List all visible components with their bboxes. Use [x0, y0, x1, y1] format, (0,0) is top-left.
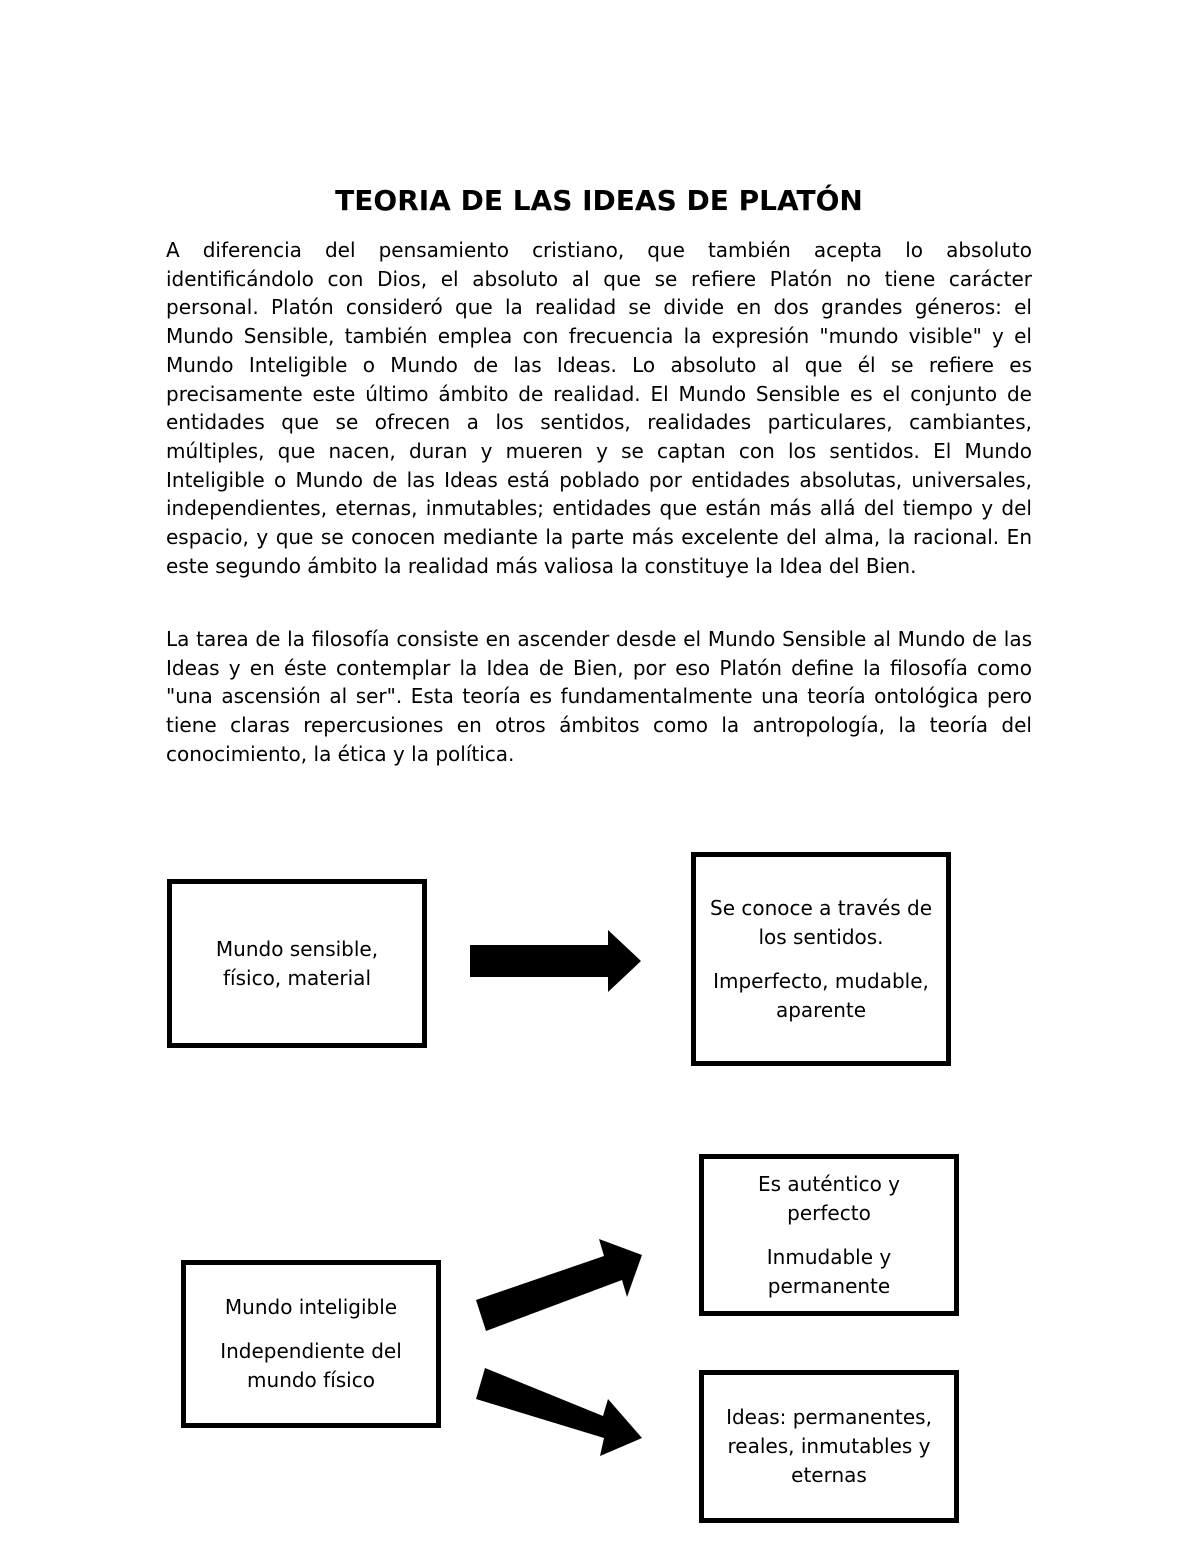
box-mundo-inteligible-line-1: Mundo inteligible: [224, 1295, 398, 1319]
box-conoce-sentidos-line-2: Imperfecto, mudable, aparente: [713, 968, 929, 1022]
box-autentico-perfecto: [699, 1154, 959, 1316]
box-mundo-inteligible: [181, 1260, 441, 1428]
box-conoce-sentidos: [691, 852, 951, 1066]
box-autentico-line-2: Inmudable y permanente: [766, 1244, 892, 1298]
paragraph-intro: A diferencia del pensamiento cristiano, que también acepta lo absoluto identificándolo con Dios, el absoluto al que se refiere Platón no tiene carácter personal. Platón consideró que la realidad se divide en dos grandes géneros: el Mundo Sensible, también emplea con frecuencia la expresión "mundo visible" y el Mundo Inteligible o Mundo de las Ideas. Lo absoluto al que él se refiere es precisamente este último ámbito de realidad. El Mundo Sensible es el conjunto de entidades que se ofrecen a los sentidos, realidades particulares, cambiantes, múltiples, que nacen, duran y mueren y se captan con los sentidos. El Mundo Inteligible o Mundo de las Ideas está poblado por entidades absolutas, universales, independientes, eternas, inmutables; entidades que están más allá del tiempo y del espacio, y que se conocen mediante la parte más excelente del alma, la racional. En este segundo ámbito la realidad más valiosa la constituye la Idea del Bien.: [166, 238, 1032, 578]
arrow-sensible-to-sentidos: [470, 930, 641, 992]
box-ideas-permanentes: [699, 1370, 959, 1523]
box-mundo-sensible-text: Mundo sensible, físico, material: [215, 936, 379, 990]
paragraph-philosophy-task: La tarea de la filosofía consiste en ascender desde el Mundo Sensible al Mundo de las Ideas y en éste contemplar la Idea de Bien, por eso Platón define la filosofía como "una ascensión al ser". Esta teoría es fundamentalmente una teoría ontológica pero tiene claras repercusiones en otros ámbitos como la antropología, la teoría del conocimiento, la ética y la política.: [166, 627, 1032, 766]
box-autentico-line-1: Es auténtico y perfecto: [758, 1171, 900, 1225]
arrow-inteligible-to-ideas: [476, 1368, 642, 1456]
box-ideas-text: Ideas: permanentes, reales, inmutables y eternas: [726, 1405, 932, 1487]
box-mundo-inteligible-line-2: Independiente del mundo físico: [220, 1339, 402, 1392]
box-mundo-sensible: [167, 879, 427, 1048]
box-conoce-sentidos-line-1: Se conoce a través de los sentidos.: [710, 895, 933, 949]
arrow-inteligible-to-autentico: [476, 1239, 642, 1331]
document-title: TEORIA DE LAS IDEAS DE PLATÓN: [335, 184, 863, 217]
